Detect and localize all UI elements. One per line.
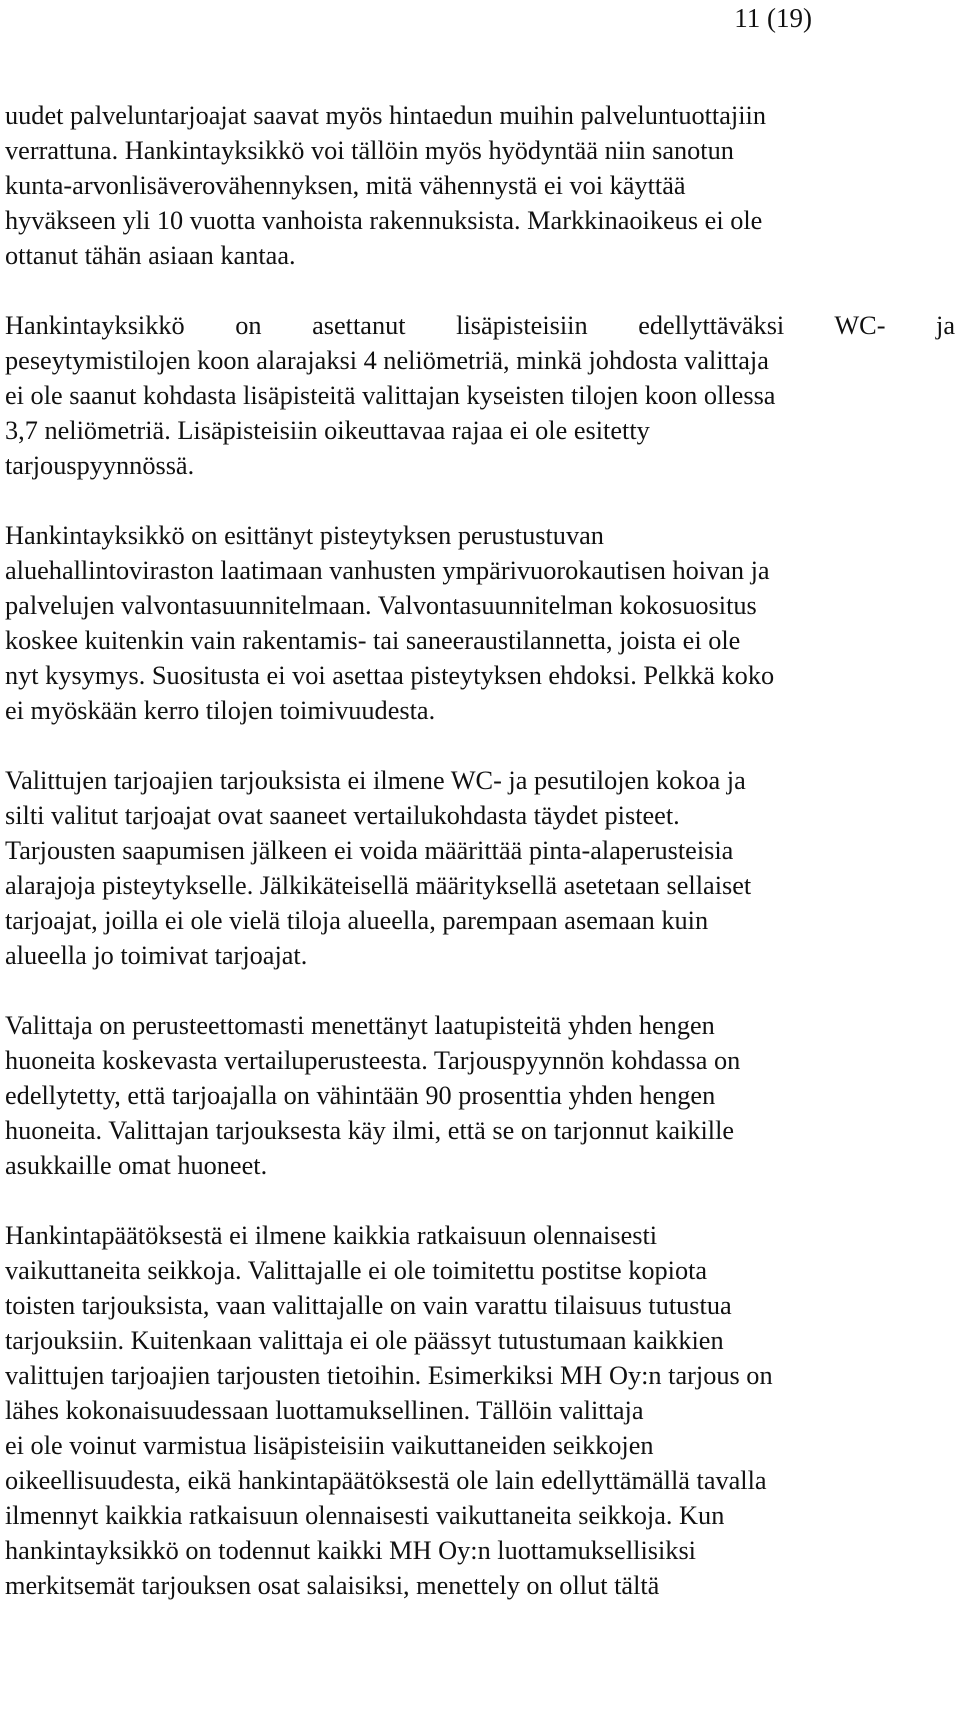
text-line: lähes kokonaisuudessaan luottamuksellinen. Tällöin valittaja — [5, 1396, 644, 1425]
text-line: tarjouksiin. Kuitenkaan valittaja ei ole päässyt tutustumaan kaikkien — [5, 1326, 724, 1355]
text-line: tarjoajat, joilla ei ole vielä tiloja alueella, parempaan asemaan kuin — [5, 906, 709, 935]
paragraph — [5, 763, 955, 973]
text-line: huoneita koskevasta vertailuperusteesta. Tarjouspyynnön kohdassa on — [5, 1046, 741, 1075]
text-line: kunta-arvonlisäverovähennyksen, mitä vähennystä ei voi käyttää — [5, 171, 686, 200]
text-line: 3,7 neliömetriä. Lisäpisteisiin oikeuttavaa rajaa ei ole esitetty — [5, 416, 650, 445]
paragraph — [5, 1008, 955, 1183]
page-number: 11 (19) — [734, 3, 812, 33]
text-line: aluehallintoviraston laatimaan vanhusten ympärivuorokautisen hoivan ja — [5, 556, 770, 585]
text-line: alueella jo toimivat tarjoajat. — [5, 941, 308, 970]
text-line: hankintayksikkö on todennut kaikki MH Oy:n luottamuksellisiksi — [5, 1536, 696, 1565]
text-line: valittujen tarjoajien tarjousten tietoihin. Esimerkiksi MH Oy:n tarjous on — [5, 1361, 773, 1390]
paragraph — [5, 98, 955, 273]
text-line: Hankintapäätöksestä ei ilmene kaikkia ratkaisuun olennaisesti — [5, 1221, 658, 1250]
text-line: edellytetty, että tarjoajalla on vähintään 90 prosenttia yhden hengen — [5, 1081, 716, 1110]
text-line: uudet palveluntarjoajat saavat myös hintaedun muihin palveluntuottajiin — [5, 101, 766, 130]
text-line: toisten tarjouksista, vaan valittajalle on vain varattu tilaisuus tutustua — [5, 1291, 732, 1320]
text-line: alarajoja pisteytykselle. Jälkikäteisellä määrityksellä asetetaan sellaiset — [5, 871, 752, 900]
text-line: ei ole voinut varmistua lisäpisteisiin vaikuttaneiden seikkojen — [5, 1431, 654, 1460]
text-line: peseytymistilojen koon alarajaksi 4 neliömetriä, minkä johdosta valittaja — [5, 346, 769, 375]
text-line: Valittaja on perusteettomasti menettänyt laatupisteitä yhden hengen — [5, 1011, 715, 1040]
text-line: oikeellisuudesta, eikä hankintapäätöksestä ole lain edellyttämällä tavalla — [5, 1466, 767, 1495]
document-body — [5, 98, 955, 1638]
paragraph — [5, 518, 955, 728]
text-line: Valittujen tarjoajien tarjouksista ei ilmene WC- ja pesutilojen kokoa ja — [5, 766, 746, 795]
text-line: ei myöskään kerro tilojen toimivuudesta. — [5, 696, 436, 725]
text-line: koskee kuitenkin vain rakentamis- tai saneeraustilannetta, joista ei ole — [5, 626, 741, 655]
text-line: Tarjousten saapumisen jälkeen ei voida määrittää pinta-alaperusteisia — [5, 836, 734, 865]
text-line: nyt kysymys. Suositusta ei voi asettaa pisteytyksen ehdoksi. Pelkkä koko — [5, 661, 775, 690]
text-line: palvelujen valvontasuunnitelmaan. Valvontasuunnitelman kokosuositus — [5, 591, 757, 620]
text-line: vaikuttaneita seikkoja. Valittajalle ei ole toimitettu postitse kopiota — [5, 1256, 708, 1285]
text-line: Hankintayksikkö on esittänyt pisteytyksen perustustuvan — [5, 521, 604, 550]
text-line: asukkaille omat huoneet. — [5, 1151, 268, 1180]
text-line: Hankintayksikkö on asettanut lisäpisteisiin edellyttäväksi WC- ja — [5, 311, 955, 340]
text-line: silti valitut tarjoajat ovat saaneet vertailukohdasta täydet pisteet. — [5, 801, 680, 830]
text-line: verrattuna. Hankintayksikkö voi tällöin myös hyödyntää niin sanotun — [5, 136, 734, 165]
paragraph — [5, 1218, 955, 1603]
paragraph — [5, 308, 955, 483]
text-line: ilmennyt kaikkia ratkaisuun olennaisesti vaikuttaneita seikkoja. Kun — [5, 1501, 725, 1530]
text-line: ottanut tähän asiaan kantaa. — [5, 241, 296, 270]
text-line: ei ole saanut kohdasta lisäpisteitä valittajan kyseisten tilojen koon ollessa — [5, 381, 776, 410]
text-line: tarjouspyynnössä. — [5, 451, 195, 480]
text-line: merkitsemät tarjouksen osat salaisiksi, menettely on ollut tältä — [5, 1571, 660, 1600]
text-line: huoneita. Valittajan tarjouksesta käy ilmi, että se on tarjonnut kaikille — [5, 1116, 735, 1145]
text-line: hyväkseen yli 10 vuotta vanhoista rakennuksista. Markkinaoikeus ei ole — [5, 206, 763, 235]
